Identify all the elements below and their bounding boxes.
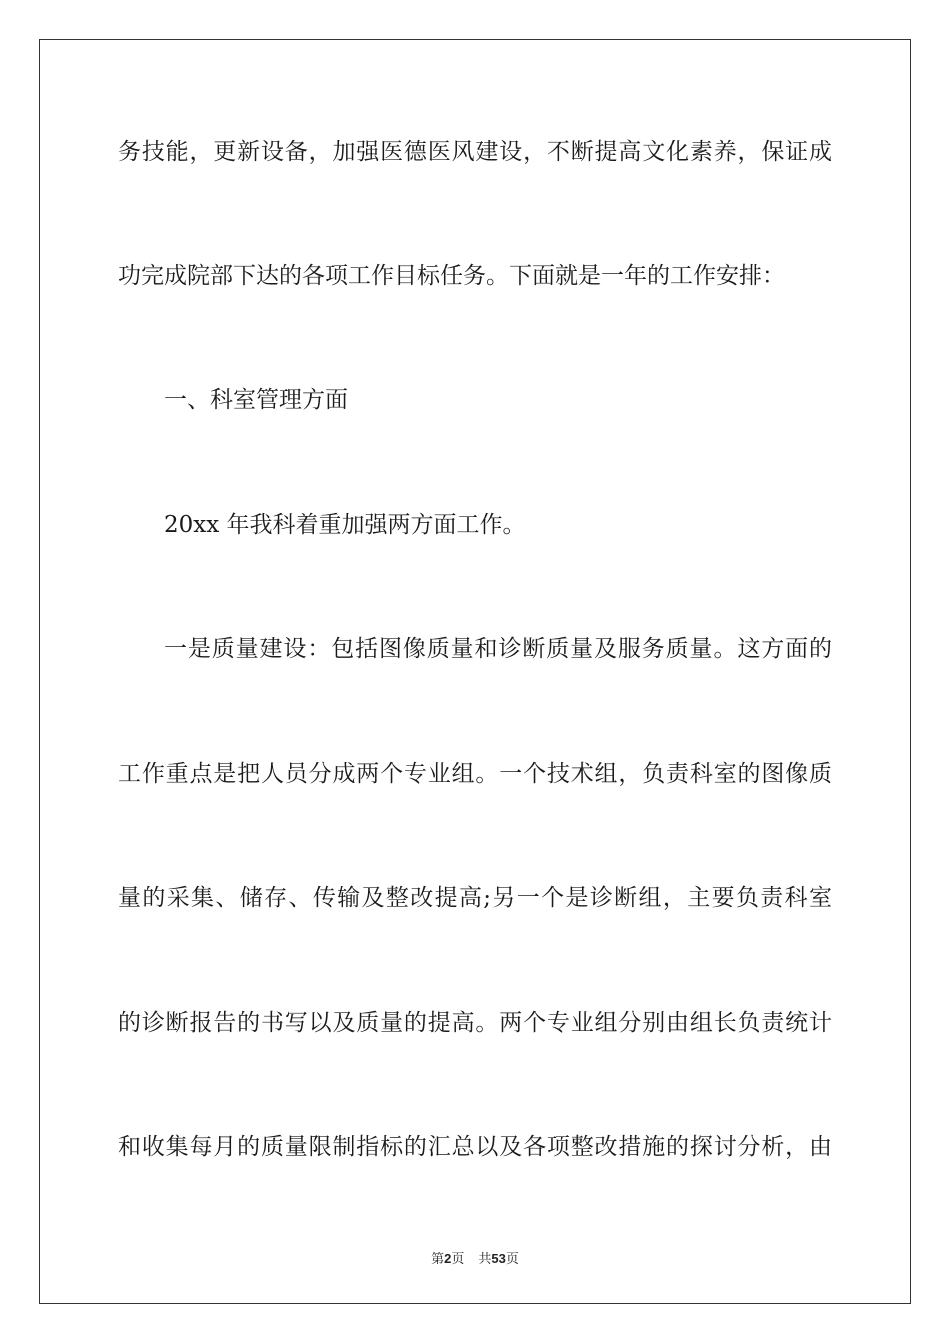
footer-total-prefix: 共 bbox=[478, 1252, 492, 1267]
page-border bbox=[39, 39, 911, 1304]
body-line-5: 一是质量建设：包括图像质量和诊断质量及服务质量。这方面的 bbox=[164, 636, 832, 662]
body-line-7: 量的采集、储存、传输及整改提高;另一个是诊断组，主要负责科室 bbox=[118, 885, 832, 911]
footer-total-number: 53 bbox=[491, 1251, 506, 1266]
footer-total-suffix: 页 bbox=[505, 1252, 519, 1267]
section-heading: 一、科室管理方面 bbox=[164, 387, 348, 413]
body-line-1: 务技能，更新设备，加强医德医风建设，不断提高文化素养，保证成 bbox=[118, 139, 832, 165]
body-line-8: 的诊断报告的书写以及质量的提高。两个专业组分别由组长负责统计 bbox=[118, 1010, 832, 1036]
footer-page-suffix: 页 bbox=[451, 1252, 465, 1267]
page-footer bbox=[0, 1248, 950, 1267]
footer-page-prefix: 第 bbox=[431, 1252, 445, 1267]
footer-page-number: 2 bbox=[444, 1251, 452, 1266]
body-line-2: 功完成院部下达的各项工作目标任务。下面就是一年的工作安排： bbox=[118, 263, 785, 289]
body-line-6: 工作重点是把人员分成两个专业组。一个技术组，负责科室的图像质 bbox=[118, 761, 832, 787]
body-line-4: 20xx 年我科着重加强两方面工作。 bbox=[164, 512, 526, 538]
body-line-9: 和收集每月的质量限制指标的汇总以及各项整改措施的探讨分析，由 bbox=[118, 1134, 832, 1160]
